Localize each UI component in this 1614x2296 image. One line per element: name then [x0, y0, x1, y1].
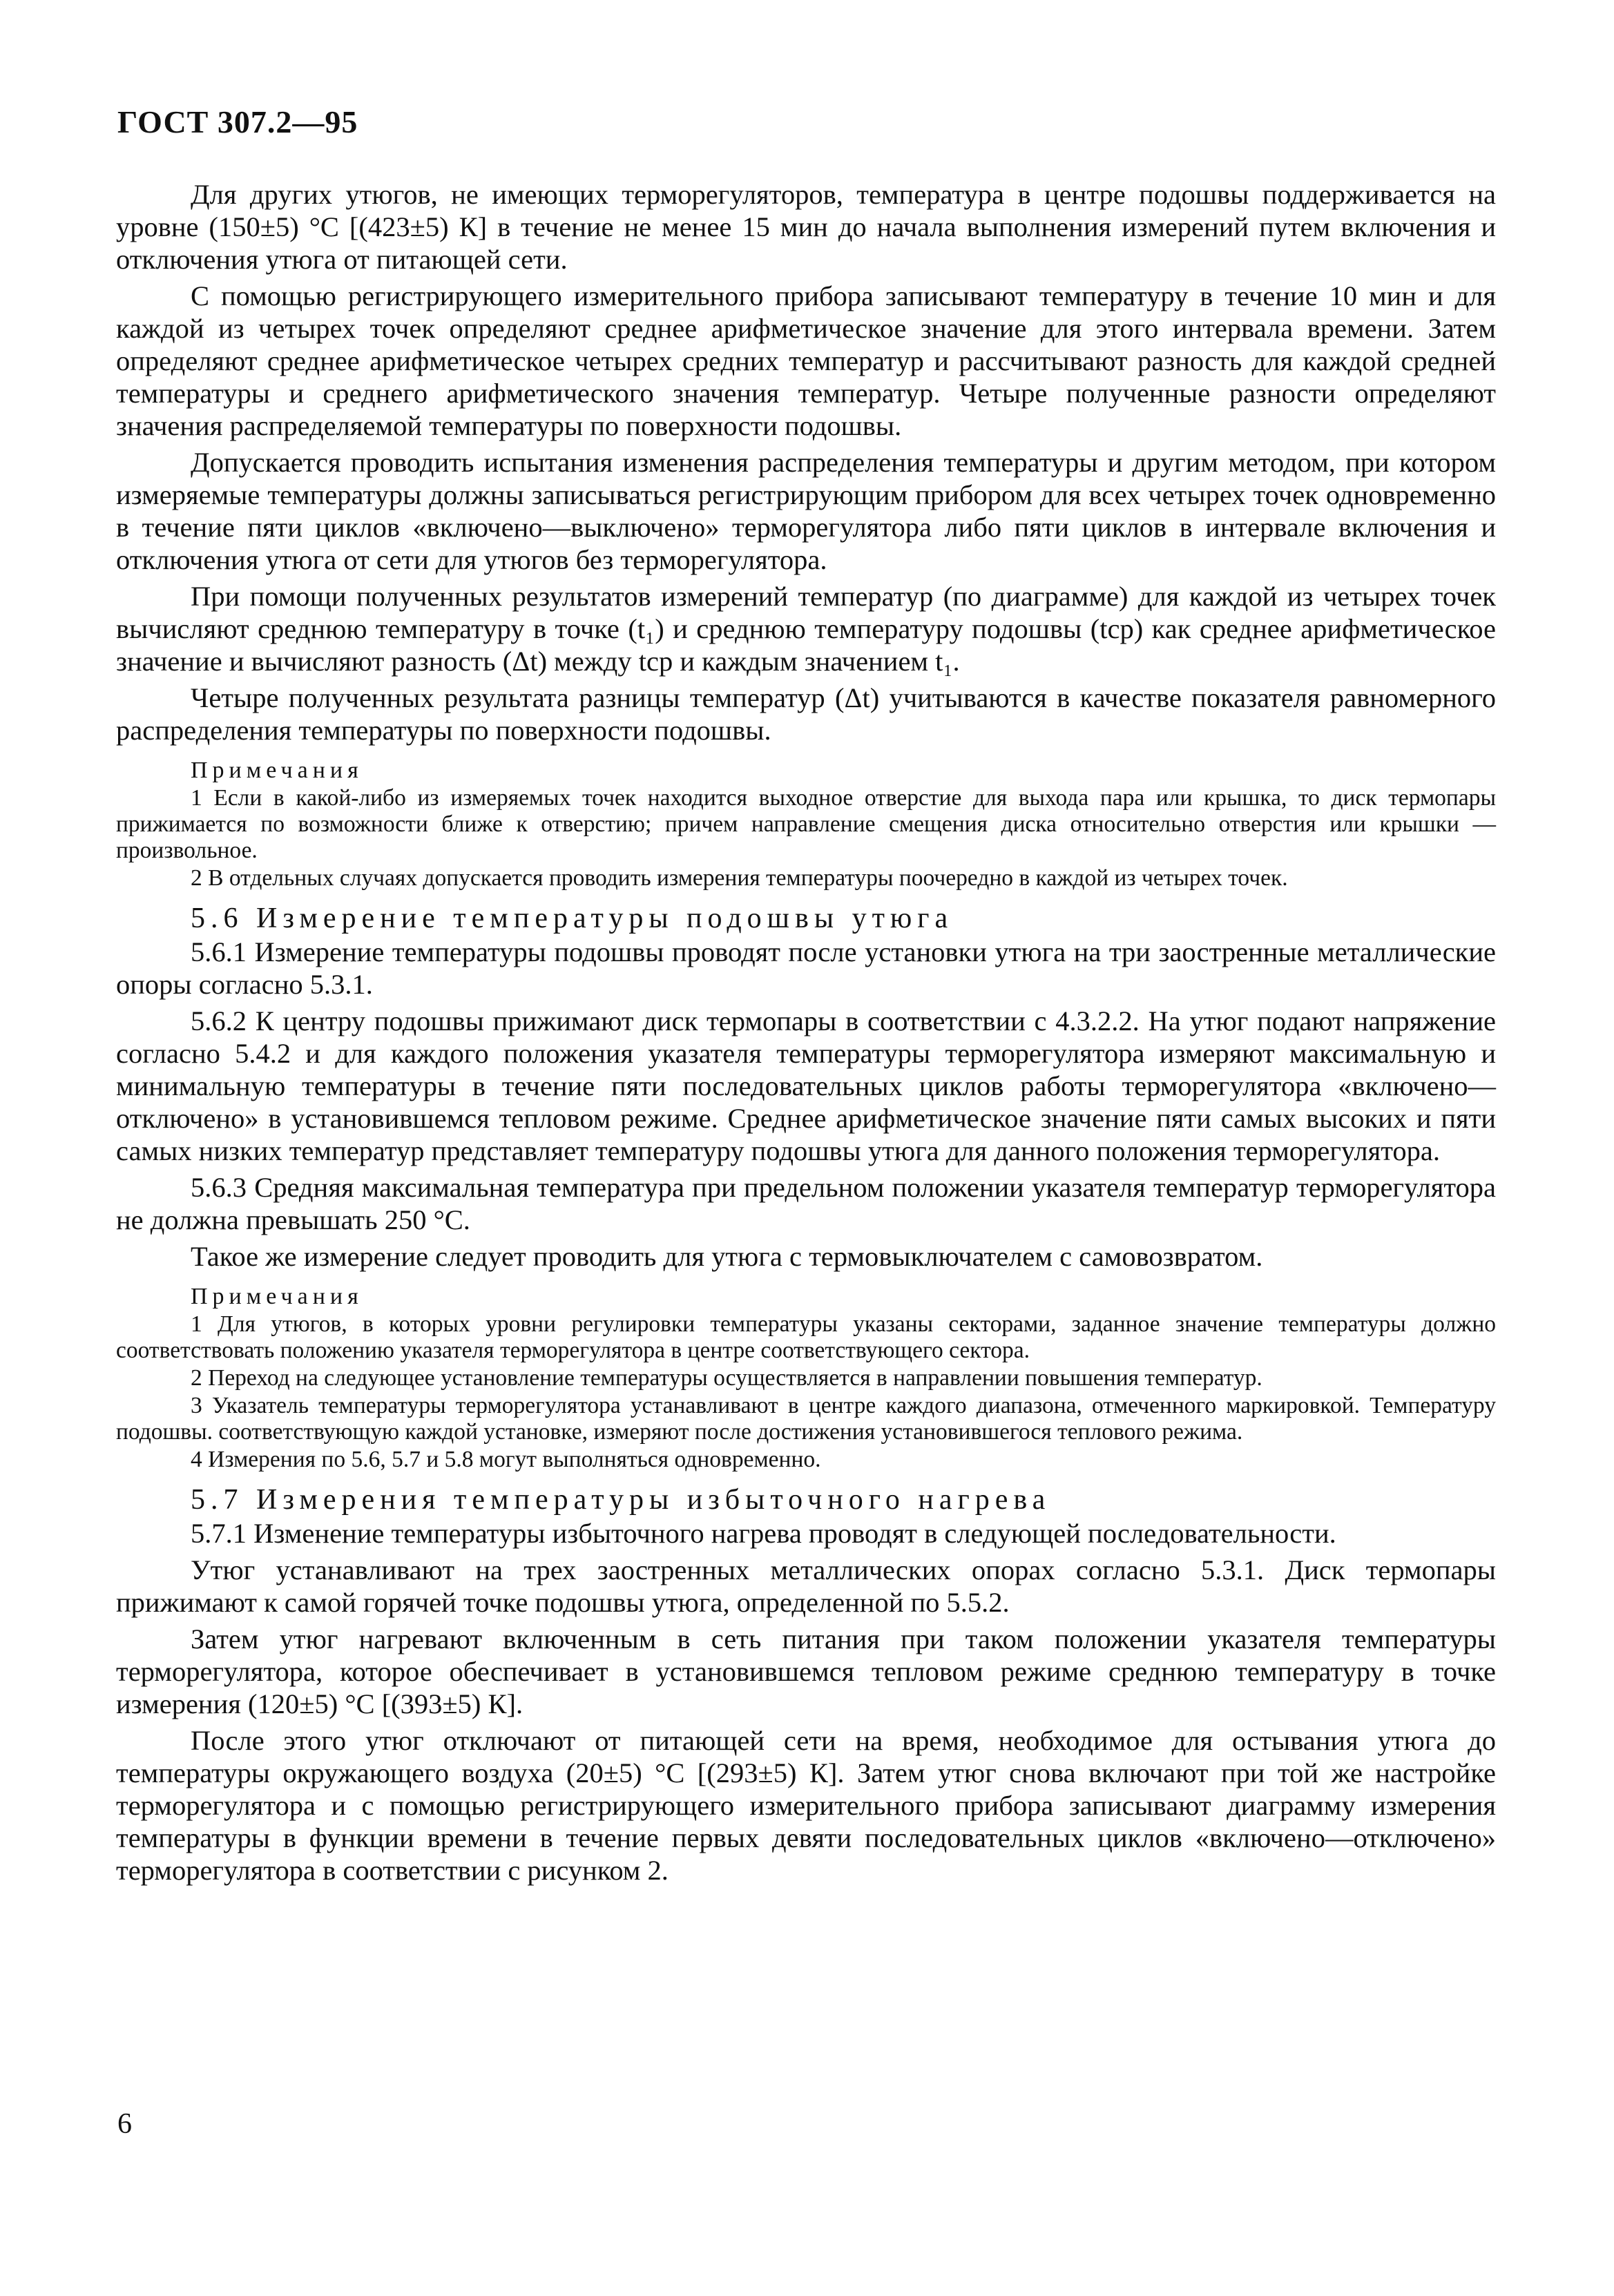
notes-title: Примечания [191, 758, 363, 783]
notes-title: Примечания [191, 1284, 363, 1309]
section-heading-5-6: 5.6 Измерение температуры подошвы утюга [191, 903, 954, 934]
paragraph: 5.6.1 Измерение температуры подошвы проводят после установки утюга на три заостренные металлические опоры согласно 5.3.1. [116, 936, 1496, 1000]
note-item: 4 Измерения по 5.6, 5.7 и 5.8 могут выполняться одновременно. [191, 1447, 821, 1472]
paragraph: С помощью регистрирующего измерительного прибора записывают температуру в течение 10 мин и для каждой из четырех точек определяют среднее арифметическое значение для этого интервала времени. Затем определяют среднее арифметическое четырех средних температур и рассчитывают разность для каждой средней температуры и среднего арифметического значения температур. Четыре полученные разности определяют значения распределяемой температуры по поверхности подошвы. [116, 280, 1496, 441]
paragraph: Затем утюг нагревают включенным в сеть питания при таком положении указателя температуры терморегулятора, которое обеспечивает в установившемся тепловом режиме среднюю температуру в точке измерения (120±5) °С [(393±5) К]. [116, 1623, 1496, 1719]
paragraph: 5.7.1 Изменение температуры избыточного нагрева проводят в следующей последовательности. [191, 1518, 1336, 1549]
paragraph: Такое же измерение следует проводить для утюга с термовыключателем с самовозвратом. [191, 1241, 1263, 1272]
note-item: 1 Если в какой-либо из измеряемых точек находится выходное отверстие для выхода пара или крышка, то диск термопары прижимается по возможности ближе к отверстию; причем направление смещения диска относительно отверстия или крышки — произвольное. [116, 785, 1496, 863]
document-body [116, 178, 1496, 1891]
paragraph: При помощи полученных результатов измерений температур (по диаграмме) для каждой из четырех точек вычисляют среднюю температуру в точке (t₁) и среднюю температуру подошвы (tср) как среднее арифметическое значение и вычисляют разность (Δt) между tср и каждым значением t₁. [116, 581, 1496, 677]
note-item: 3 Указатель температуры терморегулятора устанавливают в центре каждого диапазона, отмеченного маркировкой. Температуру подошвы. соответствующую каждой установке, измеряют после достижения установившегося теплового режима. [116, 1393, 1496, 1445]
paragraph: Допускается проводить испытания изменения распределения температуры и другим методом, при котором измеряемые температуры должны записываться регистрирующим прибором для всех четырех точек одновременно в течение пяти циклов «включено—выключено» терморегулятора либо пяти циклов в интервале включения и отключения утюга от сети для утюгов без терморегулятора. [116, 447, 1496, 575]
note-item: 2 Переход на следующее установление температуры осуществляется в направлении повышения температур. [191, 1365, 1262, 1391]
paragraph: Для других утюгов, не имеющих терморегуляторов, температура в центре подошвы поддерживается на уровне (150±5) °С [(423±5) К] в течение не менее 15 мин до начала выполнения измерений путем включения и отключения утюга от питающей сети. [116, 179, 1496, 275]
section-heading-5-7: 5.7 Измерения температуры избыточного нагрева [191, 1484, 1051, 1516]
paragraph: Утюг устанавливают на трех заостренных металлических опорах согласно 5.3.1. Диск термопары прижимают к самой горячей точке подошвы утюга, определенной по 5.5.2. [116, 1554, 1496, 1618]
paragraph: Четыре полученных результата разницы температур (Δt) учитываются в качестве показателя равномерного распределения температуры по поверхности подошвы. [116, 682, 1496, 746]
document-header: ГОСТ 307.2—95 [117, 104, 358, 139]
page-number: 6 [117, 2108, 132, 2140]
paragraph: После этого утюг отключают от питающей сети на время, необходимое для остывания утюга до температуры окружающего воздуха (20±5) °С [(293±5) К]. Затем утюг снова включают при той же настройке терморегулятора и с помощью регистрирующего измерительного прибора записывают диаграмму измерения температуры в функции времени в течение первых девяти последовательных циклов «включено—отключено» терморегулятора в соответствии с рисунком 2. [116, 1725, 1496, 1886]
note-item: 2 В отдельных случаях допускается проводить измерения температуры поочередно в каждой из четырех точек. [191, 865, 1288, 891]
paragraph: 5.6.3 Средняя максимальная температура при предельном положении указателя температур терморегулятора не должна превышать 250 °С. [116, 1172, 1496, 1235]
paragraph: 5.6.2 К центру подошвы прижимают диск термопары в соответствии с 4.3.2.2. На утюг подают напряжение согласно 5.4.2 и для каждого положения указателя температуры терморегулятора измеряют максимальную и минимальную температуры в течение пяти последовательных циклов работы терморегулятора «включено—отключено» в установившемся тепловом режиме. Среднее арифметическое значение пяти самых высоких и пяти самых низких температур представляет температуру подошвы утюга для данного положения терморегулятора. [116, 1005, 1496, 1166]
note-item: 1 Для утюгов, в которых уровни регулировки температуры указаны секторами, заданное значение температуры должно соответствовать положению указателя терморегулятора в центре соответствующего сектора. [116, 1311, 1496, 1363]
